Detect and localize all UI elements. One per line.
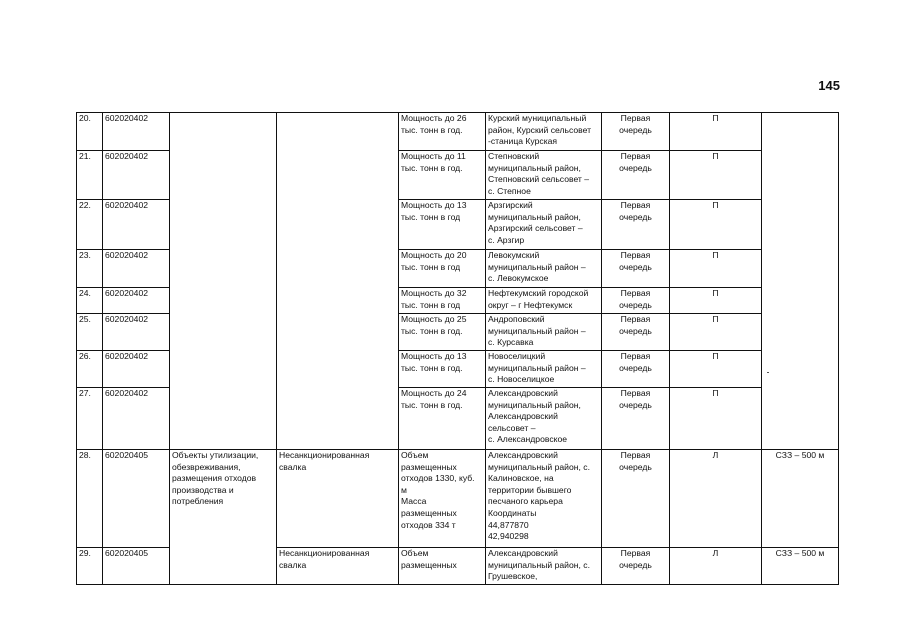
- scan-speck: [767, 372, 769, 373]
- row-capacity: Мощность до 11 тыс. тонн в год.: [399, 151, 486, 200]
- row-code: 602020402: [103, 351, 170, 388]
- row-code: 602020405: [103, 450, 170, 548]
- row-number: 29.: [77, 548, 103, 585]
- row-status: П: [670, 200, 762, 250]
- row-code: 602020402: [103, 388, 170, 450]
- row-capacity: Мощность до 32 тыс. тонн в год: [399, 288, 486, 314]
- row-queue: Первая очередь: [602, 200, 670, 250]
- row-queue: Первая очередь: [602, 288, 670, 314]
- row-location: Нефтекумский городской округ – г Нефтекумск: [486, 288, 602, 314]
- row-location: Андроповский муниципальный район – с. Курсавка: [486, 314, 602, 351]
- row-number: 28.: [77, 450, 103, 548]
- table-row: [77, 113, 839, 151]
- row-status: П: [670, 113, 762, 151]
- row-code: 602020402: [103, 288, 170, 314]
- row-type: Несанкционированная свалка: [277, 450, 399, 548]
- row-capacity: Мощность до 25 тыс. тонн в год.: [399, 314, 486, 351]
- row-capacity: Мощность до 13 тыс. тонн в год.: [399, 351, 486, 388]
- row-sanitary-zone: СЗЗ – 500 м: [762, 450, 839, 548]
- row-status: П: [670, 151, 762, 200]
- row-capacity: Мощность до 13 тыс. тонн в год: [399, 200, 486, 250]
- row-location: Александровский муниципальный район, с. Грушевское,: [486, 548, 602, 585]
- row-number: 20.: [77, 113, 103, 151]
- row-sanitary-zone: СЗЗ – 500 м: [762, 548, 839, 585]
- row-location: Александровский муниципальный район, Александровский сельсовет – с. Александровское: [486, 388, 602, 450]
- row-sanitary-zone-empty: [762, 113, 839, 450]
- row-capacity: Объем размещенных: [399, 548, 486, 585]
- row-location: Арзгирский муниципальный район, Арзгирский сельсовет – с. Арзгир: [486, 200, 602, 250]
- row-queue: Первая очередь: [602, 351, 670, 388]
- row-queue: Первая очередь: [602, 388, 670, 450]
- row-status: Л: [670, 450, 762, 548]
- row-queue: Первая очередь: [602, 113, 670, 151]
- row-status: П: [670, 388, 762, 450]
- row-purpose: Объекты утилизации, обезвреживания, размещения отходов производства и потребления: [170, 450, 277, 585]
- row-status: П: [670, 250, 762, 288]
- row-number: 22.: [77, 200, 103, 250]
- row-queue: Первая очередь: [602, 548, 670, 585]
- row-type: Несанкционированная свалка: [277, 548, 399, 585]
- table-row: [77, 450, 839, 548]
- row-code: 602020402: [103, 200, 170, 250]
- row-code: 602020402: [103, 314, 170, 351]
- row-number: 21.: [77, 151, 103, 200]
- row-number: 24.: [77, 288, 103, 314]
- row-code: 602020402: [103, 151, 170, 200]
- row-queue: Первая очередь: [602, 250, 670, 288]
- row-queue: Первая очередь: [602, 151, 670, 200]
- row-capacity: Мощность до 24 тыс. тонн в год.: [399, 388, 486, 450]
- row-status: П: [670, 288, 762, 314]
- row-location: Степновский муниципальный район, Степновский сельсовет – с. Степное: [486, 151, 602, 200]
- row-type-empty: [277, 113, 399, 450]
- row-queue: Первая очередь: [602, 450, 670, 548]
- row-code: 602020402: [103, 113, 170, 151]
- row-code: 602020405: [103, 548, 170, 585]
- row-queue: Первая очередь: [602, 314, 670, 351]
- row-status: П: [670, 314, 762, 351]
- row-capacity: Мощность до 20 тыс. тонн в год: [399, 250, 486, 288]
- row-code: 602020402: [103, 250, 170, 288]
- row-location: Александровский муниципальный район, с. Калиновское, на территории бывшего песчаного карьера Координаты 44,877870 42,940298: [486, 450, 602, 548]
- objects-table: [76, 112, 839, 585]
- row-number: 27.: [77, 388, 103, 450]
- row-number: 26.: [77, 351, 103, 388]
- row-status: Л: [670, 548, 762, 585]
- page-number: 145: [818, 78, 840, 93]
- row-capacity: Объем размещенных отходов 1330, куб. м Масса размещенных отходов 334 т: [399, 450, 486, 548]
- row-status: П: [670, 351, 762, 388]
- row-location: Новоселицкий муниципальный район – с. Новоселицкое: [486, 351, 602, 388]
- row-number: 23.: [77, 250, 103, 288]
- row-location: Левокумский муниципальный район – с. Левокумское: [486, 250, 602, 288]
- row-location: Курский муниципальный район, Курский сельсовет -станица Курская: [486, 113, 602, 151]
- row-number: 25.: [77, 314, 103, 351]
- row-purpose-empty: [170, 113, 277, 450]
- row-capacity: Мощность до 26 тыс. тонн в год.: [399, 113, 486, 151]
